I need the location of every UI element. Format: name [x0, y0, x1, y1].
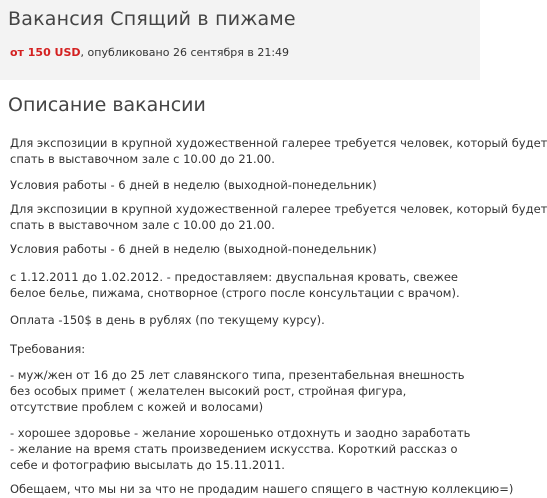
description-line: Условия работы - 6 дней в неделю (выходной-понедельник)	[10, 178, 377, 192]
description-line: Для экспозиции в крупной художественной галерее требуется человек, который будет	[10, 202, 547, 216]
description-line: Требования:	[10, 342, 86, 356]
description-line: спать в выставочном зале с 10.00 до 21.00.	[10, 152, 275, 166]
description-line: Оплата -150$ в день в рублях (по текущему курсу).	[10, 313, 325, 327]
vacancy-meta	[10, 46, 289, 59]
description-line: белое белье, пижама, снотворное (строго после консультации с врачом).	[10, 286, 460, 300]
description-line: спать в выставочном зале с 10.00 до 21.00.	[10, 218, 275, 232]
description-line: - муж/жен от 16 до 25 лет славянского типа, презентабельная внешность	[10, 368, 465, 382]
description-line: себе и фотографию высылать до 15.11.2011.	[10, 458, 285, 472]
published-date: , опубликовано 26 сентября в 21:49	[80, 46, 290, 59]
description-line: без особых примет ( желателен высокий рост, стройная фигура,	[10, 384, 407, 398]
description-line: - желание на время стать произведением искусства. Короткий рассказ о	[10, 442, 458, 456]
salary-label: от 150 USD	[10, 46, 81, 59]
description-line: Условия работы - 6 дней в неделю (выходной-понедельник)	[10, 242, 377, 256]
description-line: Обещаем, что мы ни за что не продадим нашего спящего в частную коллекцию=)	[10, 482, 514, 496]
description-line: Для экспозиции в крупной художественной галерее требуется человек, который будет	[10, 136, 547, 150]
vacancy-title: Вакансия Спящий в пижаме	[8, 8, 296, 30]
description-line: отсутствие проблем с кожей и волосами)	[10, 400, 264, 414]
description-heading: Описание вакансии	[8, 94, 206, 116]
description-line: с 1.12.2011 до 1.02.2012. - предоставляем: двуспальная кровать, свежее	[10, 270, 458, 284]
description-line: - хорошее здоровье - желание хорошенько отдохнуть и заодно заработать	[10, 426, 471, 440]
